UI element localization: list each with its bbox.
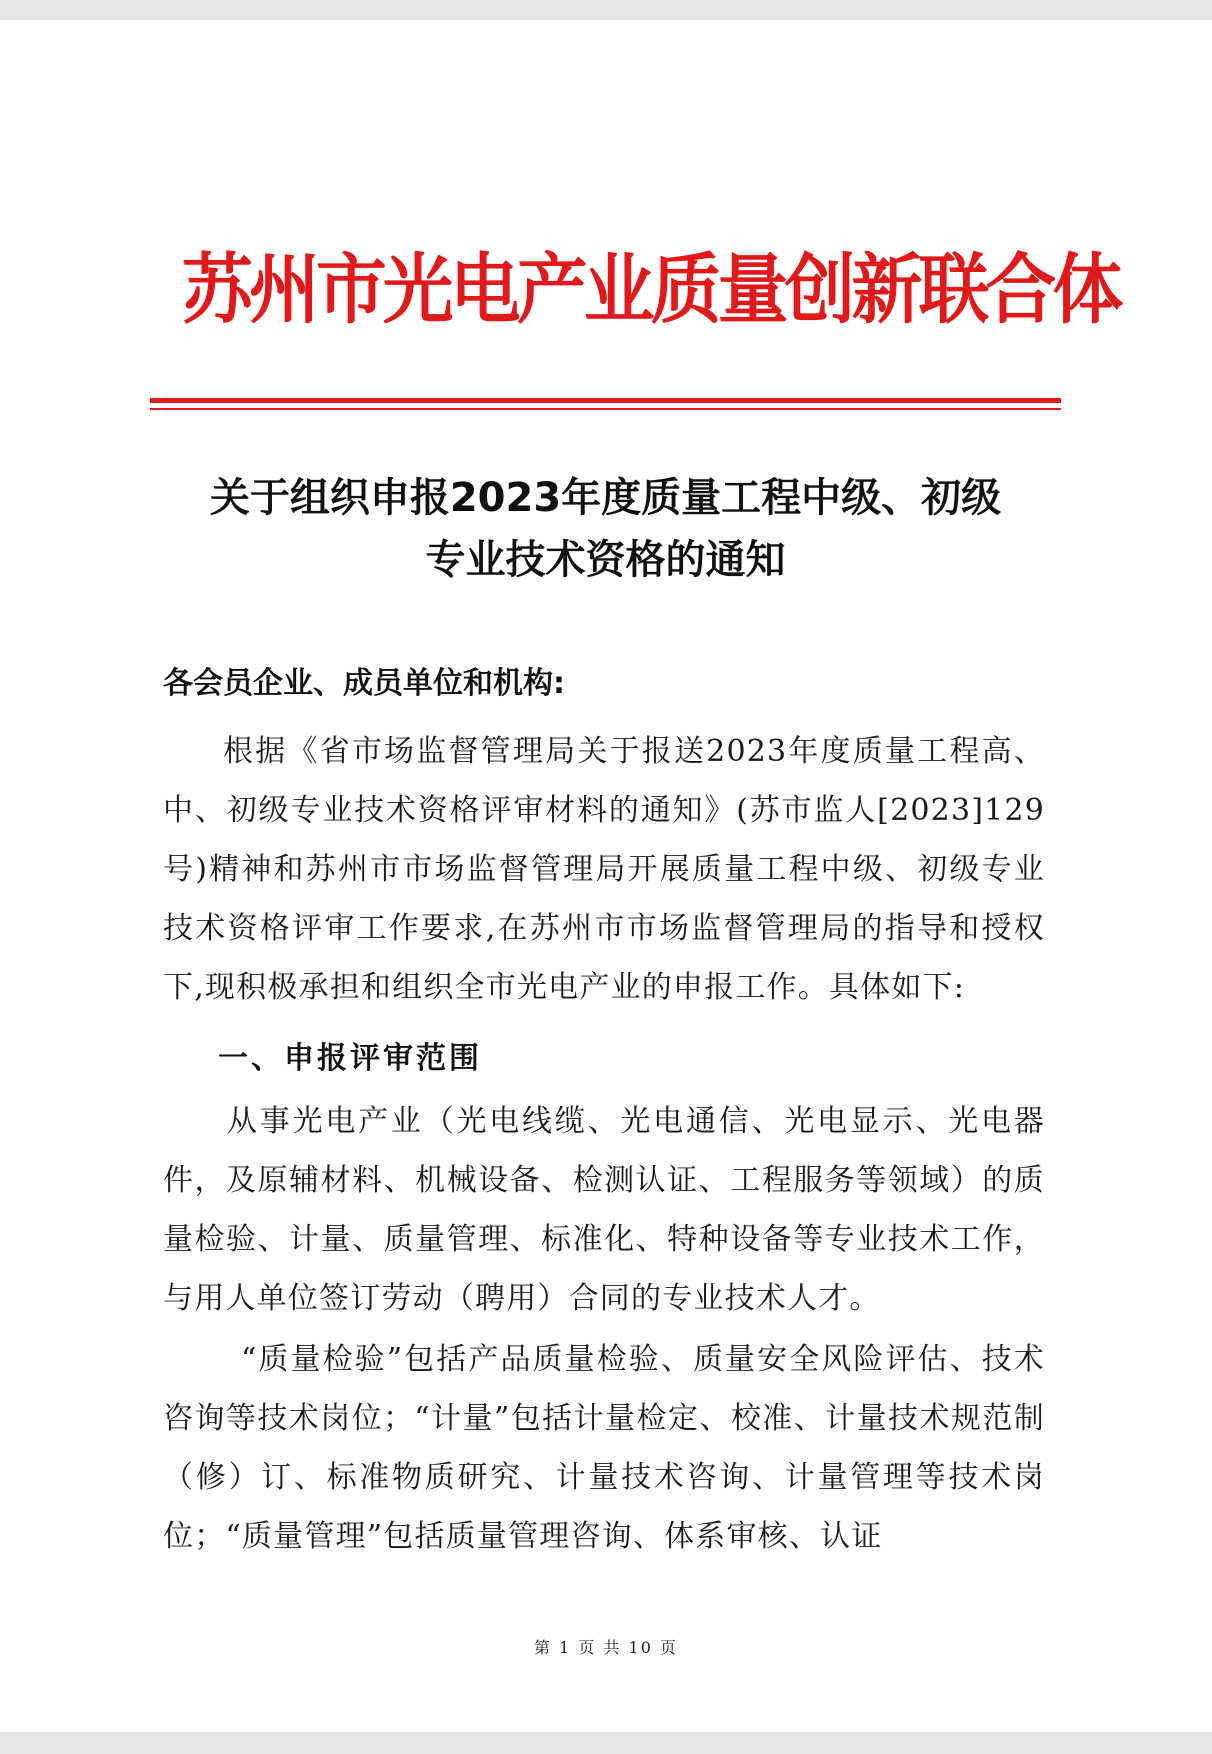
notice-title-line1: 关于组织申报2023年度质量工程中级、初级	[209, 475, 1002, 521]
document-page	[0, 20, 1212, 1732]
masthead-org-name: 苏州市光电产业质量创新联合体	[182, 245, 1120, 334]
page-indicator: 第 1 页 共 10 页	[534, 1638, 678, 1657]
paragraph-2: 从事光电产业（光电线缆、光电通信、光电显示、光电器件，及原辅材料、机械设备、检测认证、工程服务等领域）的质量检验、计量、质量管理、标准化、特种设备等专业技术工作，与用人单位签订劳动（聘用）合同的专业技术人才。	[163, 1104, 1045, 1316]
paragraph-1: 根据《省市场监督管理局关于报送2023年度质量工程高、中、初级专业技术资格评审材料的通知》(苏市监人[2023]129号)精神和苏州市市场监督管理局开展质量工程中级、初级专业技术资格评审工作要求,在苏州市市场监督管理局的指导和授权下,现积极承担和组织全市光电产业的申报工作。具体如下:	[163, 734, 1045, 1005]
masthead-rule-thin	[150, 408, 1061, 410]
masthead-rule-thick	[150, 398, 1061, 403]
section-1-heading: 一、申报评审范围	[218, 1041, 482, 1076]
salutation: 各会员企业、成员单位和机构:	[163, 666, 565, 701]
notice-title-line2: 专业技术资格的通知	[425, 537, 786, 583]
notice-title	[150, 467, 1061, 591]
paragraph-3: “质量检验”包括产品质量检验、质量安全风险评估、技术咨询等技术岗位；“计量”包括计量检定、校准、计量技术规范制（修）订、标准物质研究、计量技术咨询、计量管理等技术岗位；“质量管理”包括质量管理咨询、体系审核、认证	[163, 1342, 1045, 1554]
